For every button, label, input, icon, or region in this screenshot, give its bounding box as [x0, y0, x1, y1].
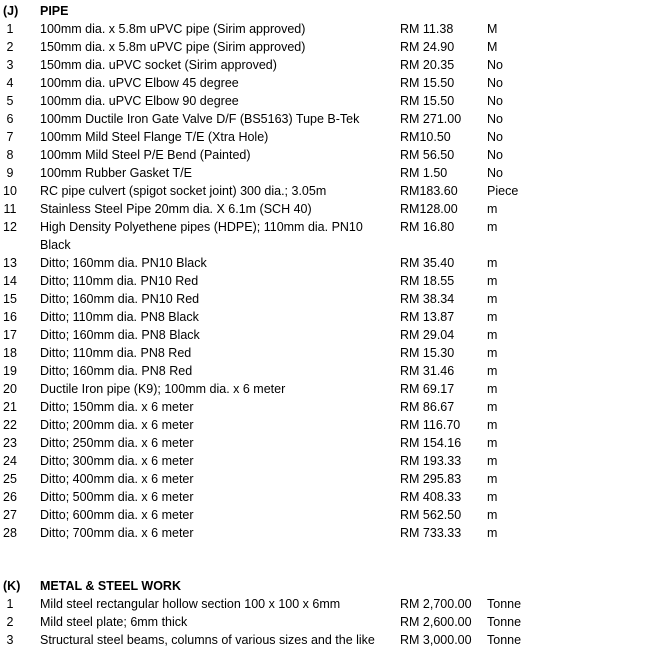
item-price: RM 16.80: [400, 220, 455, 234]
item-description: High Density Polyethene pipes (HDPE); 110mm dia. PN10 Black: [40, 220, 363, 252]
item-description: Ditto; 150mm dia. x 6 meter: [40, 400, 194, 414]
item-unit: m: [487, 346, 498, 360]
item-description: 100mm Mild Steel P/E Bend (Painted): [40, 148, 251, 162]
item-unit: Tonne: [487, 615, 522, 629]
table-row: [0, 218, 660, 254]
item-number: 1: [6, 22, 14, 36]
table-row: [0, 613, 660, 631]
table-row: [0, 631, 660, 649]
item-unit: m: [487, 274, 498, 288]
item-unit: m: [487, 418, 498, 432]
item-unit: m: [487, 256, 498, 270]
item-description: 100mm Mild Steel Flange T/E (Xtra Hole): [40, 130, 269, 144]
item-unit: m: [487, 490, 498, 504]
item-description: Stainless Steel Pipe 20mm dia. X 6.1m (SCH 40): [40, 202, 312, 216]
item-description: Ditto; 160mm dia. PN10 Red: [40, 292, 200, 306]
item-price: RM 20.35: [400, 58, 455, 72]
item-price: RM 24.90: [400, 40, 455, 54]
table-row: [0, 290, 660, 308]
table-row: [0, 380, 660, 398]
item-description: 100mm dia. uPVC Elbow 45 degree: [40, 76, 239, 90]
item-description: Ditto; 160mm dia. PN8 Red: [40, 364, 193, 378]
item-unit: m: [487, 400, 498, 414]
item-price: RM 271.00: [400, 112, 462, 126]
item-unit: m: [487, 220, 498, 234]
table-row: [0, 452, 660, 470]
item-description: Ditto; 250mm dia. x 6 meter: [40, 436, 194, 450]
item-description: Ditto; 160mm dia. PN8 Black: [40, 328, 200, 342]
item-description: Ditto; 600mm dia. x 6 meter: [40, 508, 194, 522]
item-price: RM 154.16: [400, 436, 462, 450]
item-number: 19: [3, 364, 17, 378]
item-unit: m: [487, 328, 498, 342]
item-description: 150mm dia. uPVC socket (Sirim approved): [40, 58, 277, 72]
table-row: [0, 308, 660, 326]
item-number: 5: [6, 94, 14, 108]
table-row: [0, 272, 660, 290]
item-unit: M: [487, 40, 498, 54]
item-unit: Tonne: [487, 597, 522, 611]
item-price: RM 733.33: [400, 526, 462, 540]
item-description: Ditto; 200mm dia. x 6 meter: [40, 418, 194, 432]
item-unit: m: [487, 472, 498, 486]
table-row: [0, 344, 660, 362]
item-unit: m: [487, 508, 498, 522]
item-price: RM 15.50: [400, 76, 455, 90]
item-unit: Piece: [487, 184, 519, 198]
item-price: RM 56.50: [400, 148, 455, 162]
item-description: 100mm Rubber Gasket T/E: [40, 166, 192, 180]
table-row: [0, 326, 660, 344]
item-number: 22: [3, 418, 17, 432]
item-unit: No: [487, 130, 503, 144]
item-price: RM 295.83: [400, 472, 462, 486]
item-number: 2: [6, 615, 14, 629]
item-number: 26: [3, 490, 17, 504]
item-description: Ditto; 110mm dia. PN8 Black: [40, 310, 199, 324]
item-price: RM183.60: [400, 184, 458, 198]
item-price: RM 38.34: [400, 292, 455, 306]
item-unit: m: [487, 454, 498, 468]
table-row: [0, 92, 660, 110]
section-k-header: [0, 577, 660, 595]
item-number: 3: [6, 58, 14, 72]
item-number: 10: [3, 184, 17, 198]
item-unit: m: [487, 310, 498, 324]
item-description: Ditto; 400mm dia. x 6 meter: [40, 472, 194, 486]
table-row: [0, 488, 660, 506]
table-row: [0, 416, 660, 434]
item-price: RM 29.04: [400, 328, 455, 342]
item-number: 8: [6, 148, 14, 162]
item-unit: No: [487, 76, 503, 90]
table-row: [0, 254, 660, 272]
item-unit: No: [487, 58, 503, 72]
item-price: RM 35.40: [400, 256, 455, 270]
item-unit: Tonne: [487, 633, 522, 647]
item-number: 12: [3, 220, 17, 234]
item-number: 23: [3, 436, 17, 450]
item-number: 14: [3, 274, 17, 288]
item-number: 11: [3, 202, 17, 216]
item-unit: No: [487, 94, 503, 108]
item-unit: m: [487, 382, 498, 396]
item-number: 21: [3, 400, 17, 414]
item-unit: m: [487, 526, 498, 540]
item-number: 7: [6, 130, 14, 144]
item-description: Structural steel beams, columns of various sizes and the like: [40, 633, 375, 647]
table-row: [0, 38, 660, 56]
item-price: RM 116.70: [400, 418, 461, 432]
item-number: 28: [3, 526, 17, 540]
item-description: 150mm dia. x 5.8m uPVC pipe (Sirim approved): [40, 40, 306, 54]
item-unit: No: [487, 148, 503, 162]
item-number: 25: [3, 472, 17, 486]
section-j-header: [0, 2, 660, 20]
item-number: 20: [3, 382, 17, 396]
item-number: 27: [3, 508, 17, 522]
item-description: Ditto; 300mm dia. x 6 meter: [40, 454, 194, 468]
item-description: 100mm dia. x 5.8m uPVC pipe (Sirim approved): [40, 22, 306, 36]
item-unit: No: [487, 112, 503, 126]
item-price: RM 69.17: [400, 382, 455, 396]
item-unit: m: [487, 292, 498, 306]
item-number: 1: [6, 597, 14, 611]
table-row: [0, 595, 660, 613]
item-description: Ditto; 500mm dia. x 6 meter: [40, 490, 194, 504]
section-j-code: (J): [3, 4, 19, 18]
item-number: 18: [3, 346, 17, 360]
item-price: RM 18.55: [400, 274, 455, 288]
item-number: 6: [6, 112, 14, 126]
item-price: RM 13.87: [400, 310, 455, 324]
item-description: Mild steel plate; 6mm thick: [40, 615, 188, 629]
section-k-code: (K): [3, 579, 21, 593]
item-price: RM 2,600.00: [400, 615, 472, 629]
item-number: 13: [3, 256, 17, 270]
item-description: RC pipe culvert (spigot socket joint) 300 dia.; 3.05m: [40, 184, 327, 198]
item-price: RM 193.33: [400, 454, 462, 468]
section-k-title: METAL & STEEL WORK: [40, 579, 181, 593]
table-row: [0, 200, 660, 218]
table-row: [0, 146, 660, 164]
item-unit: m: [487, 202, 498, 216]
table-row: [0, 20, 660, 38]
item-price: RM 562.50: [400, 508, 462, 522]
item-price: RM 408.33: [400, 490, 462, 504]
item-price: RM 15.30: [400, 346, 455, 360]
item-price: RM 2,700.00: [400, 597, 472, 611]
item-number: 15: [3, 292, 17, 306]
table-row: [0, 128, 660, 146]
item-number: 24: [3, 454, 17, 468]
table-row: [0, 56, 660, 74]
table-row: [0, 362, 660, 380]
item-price: RM 31.46: [400, 364, 455, 378]
item-unit: m: [487, 364, 498, 378]
item-description: 100mm dia. uPVC Elbow 90 degree: [40, 94, 239, 108]
item-price: RM 15.50: [400, 94, 455, 108]
item-price: RM 11.38: [400, 22, 454, 36]
item-number: 17: [3, 328, 17, 342]
item-unit: M: [487, 22, 498, 36]
table-row: [0, 434, 660, 452]
item-description: Ductile Iron pipe (K9); 100mm dia. x 6 meter: [40, 382, 286, 396]
item-number: 2: [6, 40, 14, 54]
item-description: 100mm Ductile Iron Gate Valve D/F (BS5163) Tupe B-Tek: [40, 112, 360, 126]
item-number: 16: [3, 310, 17, 324]
item-description: Ditto; 110mm dia. PN8 Red: [40, 346, 192, 360]
item-description: Mild steel rectangular hollow section 100 x 100 x 6mm: [40, 597, 341, 611]
item-number: 3: [6, 633, 14, 647]
section-j-title: PIPE: [40, 4, 69, 18]
table-row: [0, 182, 660, 200]
item-price: RM 86.67: [400, 400, 455, 414]
item-price: RM10.50: [400, 130, 451, 144]
table-row: [0, 506, 660, 524]
table-row: [0, 524, 660, 542]
item-unit: No: [487, 166, 503, 180]
item-number: 4: [6, 76, 14, 90]
item-description: Ditto; 160mm dia. PN10 Black: [40, 256, 207, 270]
item-price: RM 3,000.00: [400, 633, 472, 647]
item-price: RM128.00: [400, 202, 458, 216]
table-row: [0, 470, 660, 488]
table-row: [0, 74, 660, 92]
table-row: [0, 398, 660, 416]
item-number: 9: [6, 166, 14, 180]
item-description: Ditto; 700mm dia. x 6 meter: [40, 526, 194, 540]
item-price: RM 1.50: [400, 166, 448, 180]
table-row: [0, 110, 660, 128]
item-description: Ditto; 110mm dia. PN10 Red: [40, 274, 199, 288]
item-unit: m: [487, 436, 498, 450]
table-row: [0, 164, 660, 182]
